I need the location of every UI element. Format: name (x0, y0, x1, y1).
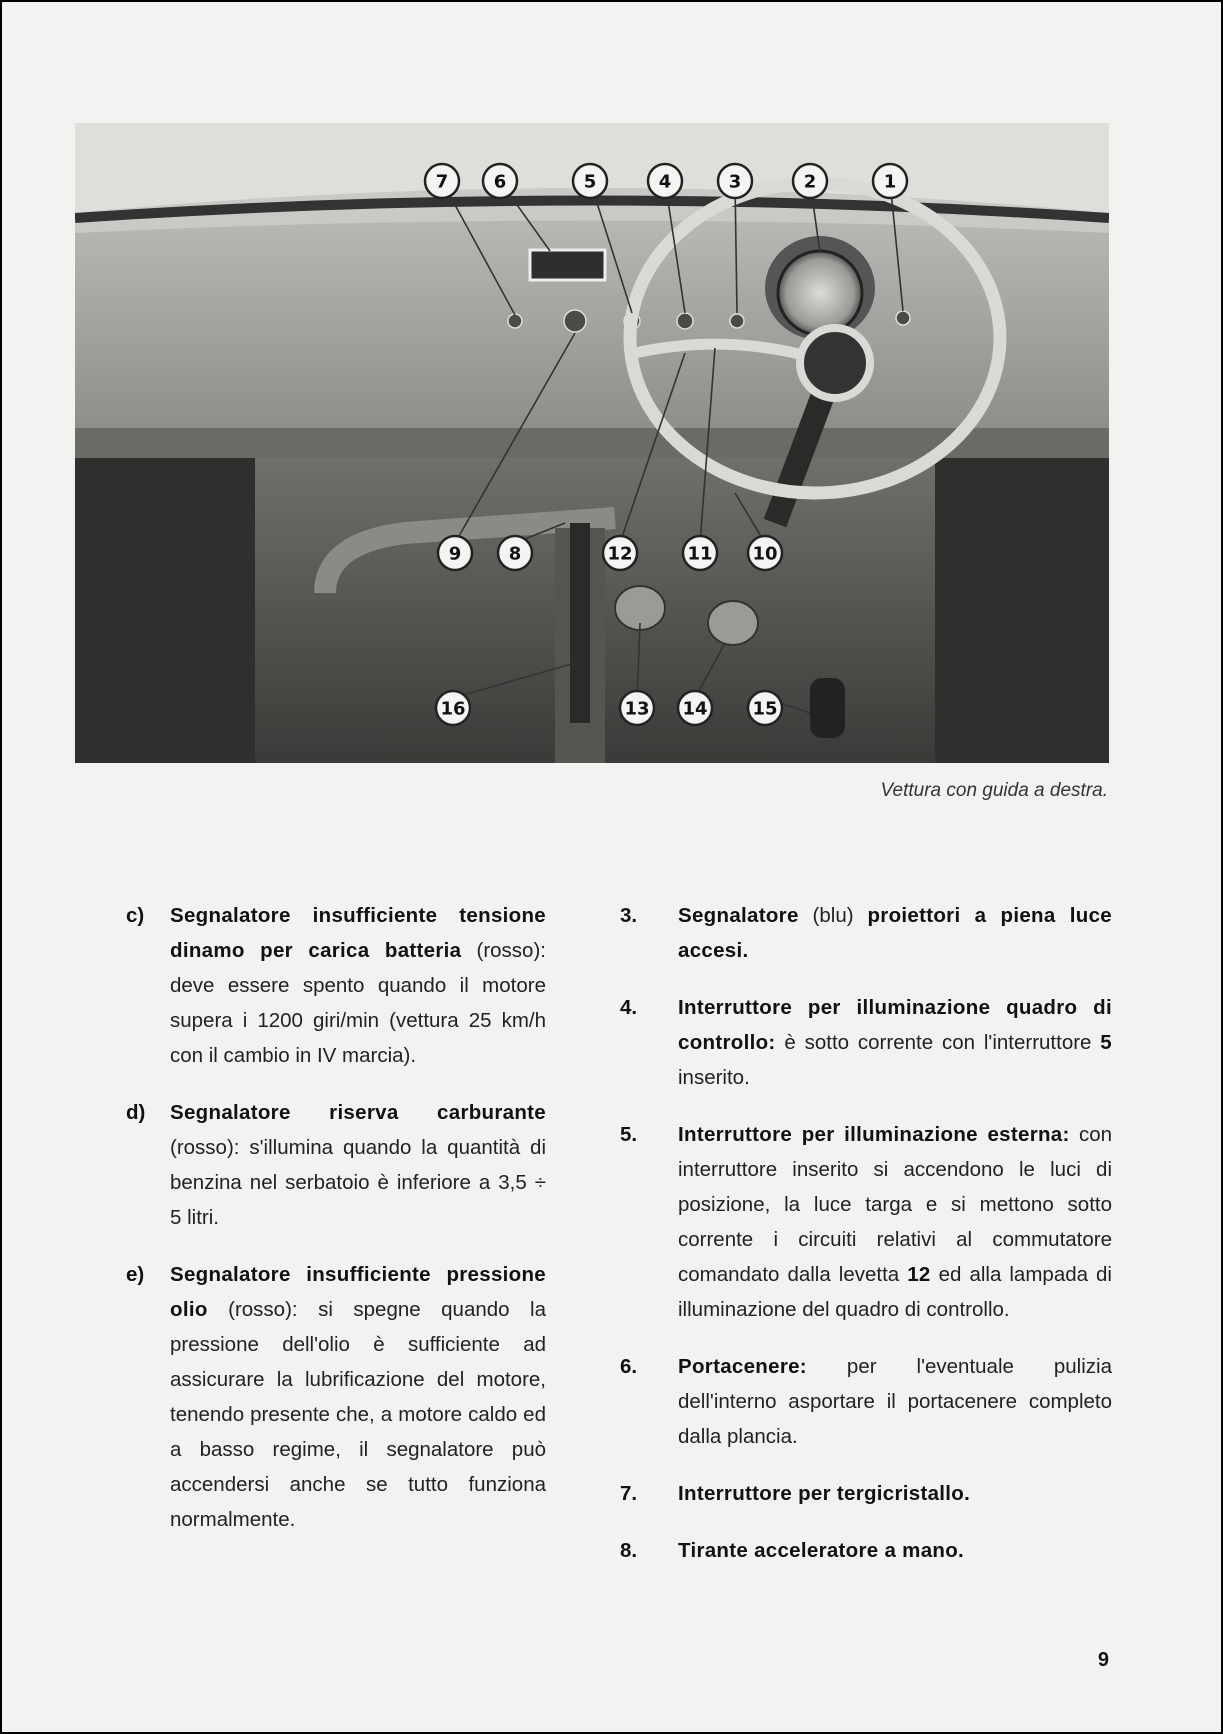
item-marker: 8. (620, 1539, 638, 1562)
callout-number: 11 (687, 543, 713, 565)
callout-5 (573, 164, 607, 198)
item-marker: 5. (620, 1123, 638, 1146)
callout-4 (648, 164, 682, 198)
item-body: (blu) (798, 904, 868, 927)
callout-3 (718, 164, 752, 198)
list-item (126, 1095, 546, 1235)
item-title: Segnalatore insufficiente pressione olio (170, 1263, 546, 1321)
item-body: con interruttore inserito si accendono le luci di posizione, la luce targa e si mettono sotto corrente i circuiti relativi al commutatore comandato dalla levetta (678, 1123, 1112, 1286)
item-title: Portacenere: (678, 1355, 807, 1378)
left-column (126, 898, 546, 1559)
item-title: 12 (907, 1263, 931, 1286)
item-marker: 4. (620, 996, 638, 1019)
callout-8 (498, 536, 532, 570)
item-title: Interruttore per illuminazione esterna: (678, 1123, 1070, 1146)
callout-number: 7 (435, 171, 449, 193)
callout-6 (483, 164, 517, 198)
item-title: Segnalatore riserva carburante (170, 1101, 546, 1124)
item-title: proiettori a piena luce accesi. (678, 904, 1112, 962)
callout-7 (425, 164, 459, 198)
callout-number: 6 (493, 171, 507, 193)
callout-9 (438, 536, 472, 570)
item-title: Interruttore per illuminazione quadro di controllo: (678, 996, 1112, 1054)
callout-16 (436, 691, 470, 725)
callout-10 (748, 536, 782, 570)
callout-number: 4 (658, 171, 672, 193)
item-body: ed alla lampada di illuminazione del quadro di controllo. (678, 1263, 1112, 1321)
callout-number: 13 (624, 698, 650, 720)
callout-number: 15 (752, 698, 778, 720)
item-marker: c) (126, 904, 145, 927)
item-body: (rosso): si spegne quando la pressione dell'olio è sufficiente ad assicurare la lubrificazione del motore, tenendo presente che, a motore caldo ed a basso regime, il segnalatore può accendersi anche se tutto funziona normalmente. (170, 1298, 546, 1531)
page-number: 9 (1097, 1649, 1109, 1671)
item-marker: d) (126, 1101, 146, 1124)
list-item (620, 1349, 1112, 1454)
item-body: (rosso): s'illumina quando la quantità di benzina nel serbatoio è inferiore a 3,5 ÷ 5 litri. (170, 1136, 546, 1229)
callout-number: 10 (752, 543, 778, 565)
list-item (620, 1117, 1112, 1327)
callout-number: 1 (883, 171, 897, 193)
callout-number: 12 (607, 543, 633, 565)
callout-13 (620, 691, 654, 725)
item-body: è sotto corrente con l'interruttore (775, 1031, 1101, 1054)
callout-14 (678, 691, 712, 725)
item-marker: 3. (620, 904, 638, 927)
dashboard-illustration (75, 123, 1109, 763)
list-item (620, 1533, 1112, 1568)
callout-12 (603, 536, 637, 570)
callout-15 (748, 691, 782, 725)
list-item (126, 1257, 546, 1537)
item-marker: 6. (620, 1355, 638, 1378)
item-title: Segnalatore (678, 904, 799, 927)
callout-1 (873, 164, 907, 198)
callout-number: 16 (440, 698, 466, 720)
dashboard-photo (75, 123, 1109, 763)
item-marker: e) (126, 1263, 145, 1286)
figure-caption: Vettura con guida a destra. (880, 780, 1108, 801)
item-body: inserito. (678, 1066, 750, 1089)
right-column (620, 898, 1112, 1590)
callout-number: 5 (583, 171, 597, 193)
item-title: 5 (1100, 1031, 1112, 1054)
callout-2 (793, 164, 827, 198)
item-body: (rosso): deve essere spento quando il motore supera i 1200 giri/min (vettura 25 km/h con il cambio in IV marcia). (170, 939, 546, 1067)
list-item (620, 990, 1112, 1095)
list-item (620, 898, 1112, 968)
item-title: Segnalatore insufficiente tensione dinamo per carica batteria (170, 904, 546, 962)
callout-number: 2 (803, 171, 817, 193)
callout-number: 8 (508, 543, 522, 565)
callout-number: 14 (682, 698, 708, 720)
list-item (620, 1476, 1112, 1511)
item-marker: 7. (620, 1482, 638, 1505)
item-title: Interruttore per tergicristallo. (678, 1482, 971, 1505)
callout-number: 3 (728, 171, 742, 193)
callout-number: 9 (448, 543, 462, 565)
item-body: per l'eventuale pulizia dell'interno asportare il portacenere completo dalla plancia. (678, 1355, 1112, 1448)
callout-11 (683, 536, 717, 570)
list-item (126, 898, 546, 1073)
item-title: Tirante acceleratore a mano. (678, 1539, 965, 1562)
